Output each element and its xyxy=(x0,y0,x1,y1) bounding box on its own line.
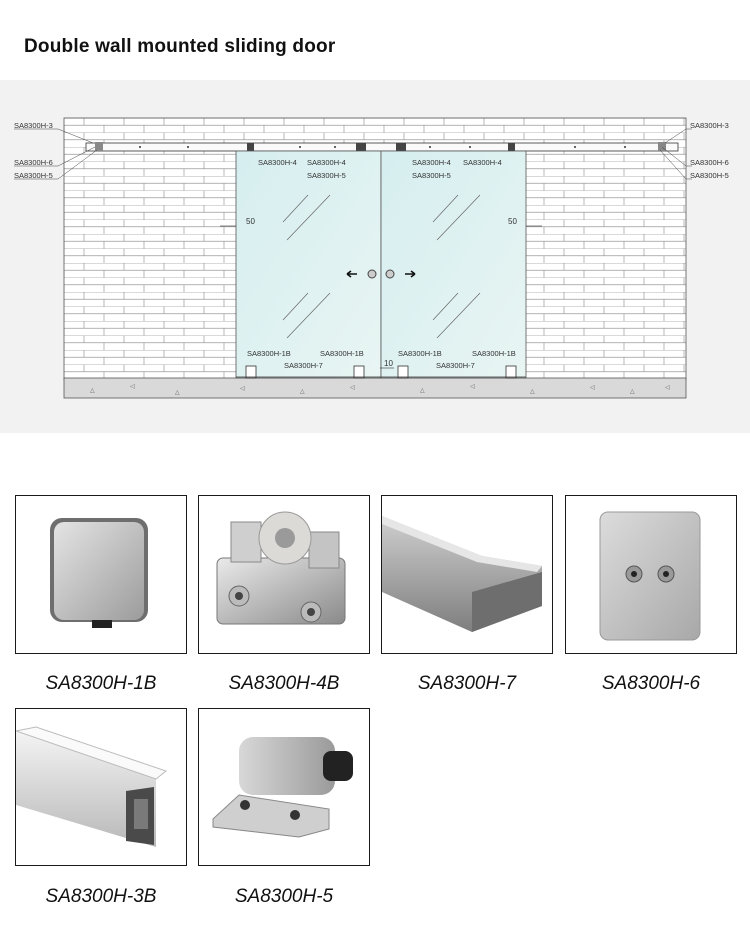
top-track xyxy=(86,143,678,151)
product-card-5[interactable] xyxy=(198,708,370,866)
wall-plate-icon xyxy=(566,496,736,653)
dim-bottom: 10 xyxy=(384,359,393,368)
svg-text:◁: ◁ xyxy=(470,384,475,390)
svg-text:◁: ◁ xyxy=(240,386,245,392)
product-card-4b[interactable] xyxy=(198,495,370,654)
svg-text:◁: ◁ xyxy=(665,385,670,391)
label-left-stopper: SA8300H-5 xyxy=(14,171,53,180)
label-roller-3: SA8300H-4 xyxy=(412,158,451,167)
product-card-7[interactable] xyxy=(381,495,553,654)
door-stopper-icon xyxy=(199,709,369,865)
svg-text:△: △ xyxy=(630,389,635,395)
page-title: Double wall mounted sliding door xyxy=(24,36,336,57)
glass-door-guide-icon xyxy=(16,496,186,653)
label-roller-1: SA8300H-4 xyxy=(258,158,297,167)
caption-6: SA8300H-6 xyxy=(601,673,701,694)
caption-3b: SA8300H-3B xyxy=(45,886,157,907)
label-right-track: SA8300H-3 xyxy=(690,121,729,130)
label-left-track: SA8300H-3 xyxy=(14,121,53,130)
label-stopper-left: SA8300H-5 xyxy=(307,171,346,180)
label-rail-right: SA8300H-7 xyxy=(436,361,475,370)
label-right-stopper: SA8300H-5 xyxy=(690,171,729,180)
glass-door-left xyxy=(236,151,381,378)
label-guide-4: SA8300H-1B xyxy=(472,349,516,358)
caption-5: SA8300H-5 xyxy=(234,886,334,907)
glass-door-right xyxy=(381,151,526,378)
technical-drawing xyxy=(0,80,750,433)
label-guide-1: SA8300H-1B xyxy=(247,349,291,358)
svg-text:◁: ◁ xyxy=(350,385,355,391)
product-card-1b[interactable] xyxy=(15,495,187,654)
label-guide-3: SA8300H-1B xyxy=(398,349,442,358)
roller-hanger-icon xyxy=(199,496,369,653)
label-rail-left: SA8300H-7 xyxy=(284,361,323,370)
product-card-3b[interactable] xyxy=(15,708,187,866)
svg-text:◁: ◁ xyxy=(590,385,595,391)
label-stopper-right: SA8300H-5 xyxy=(412,171,451,180)
caption-4b: SA8300H-4B xyxy=(228,673,340,694)
dim-left: 50 xyxy=(246,217,255,226)
dim-right: 50 xyxy=(508,217,517,226)
product-card-6[interactable] xyxy=(565,495,737,654)
label-left-plate: SA8300H-6 xyxy=(14,158,53,167)
caption-1b: SA8300H-1B xyxy=(45,673,157,694)
label-roller-4: SA8300H-4 xyxy=(463,158,502,167)
floor-guide-rail-icon xyxy=(382,496,552,653)
aluminium-track-icon xyxy=(16,709,186,865)
label-right-plate: SA8300H-6 xyxy=(690,158,729,167)
svg-text:◁: ◁ xyxy=(130,384,135,390)
svg-text:△: △ xyxy=(420,388,425,394)
svg-text:△: △ xyxy=(530,389,535,395)
svg-text:△: △ xyxy=(300,389,305,395)
label-roller-2: SA8300H-4 xyxy=(307,158,346,167)
caption-7: SA8300H-7 xyxy=(417,673,517,694)
svg-text:△: △ xyxy=(90,388,95,394)
svg-text:△: △ xyxy=(175,390,180,396)
label-guide-2: SA8300H-1B xyxy=(320,349,364,358)
